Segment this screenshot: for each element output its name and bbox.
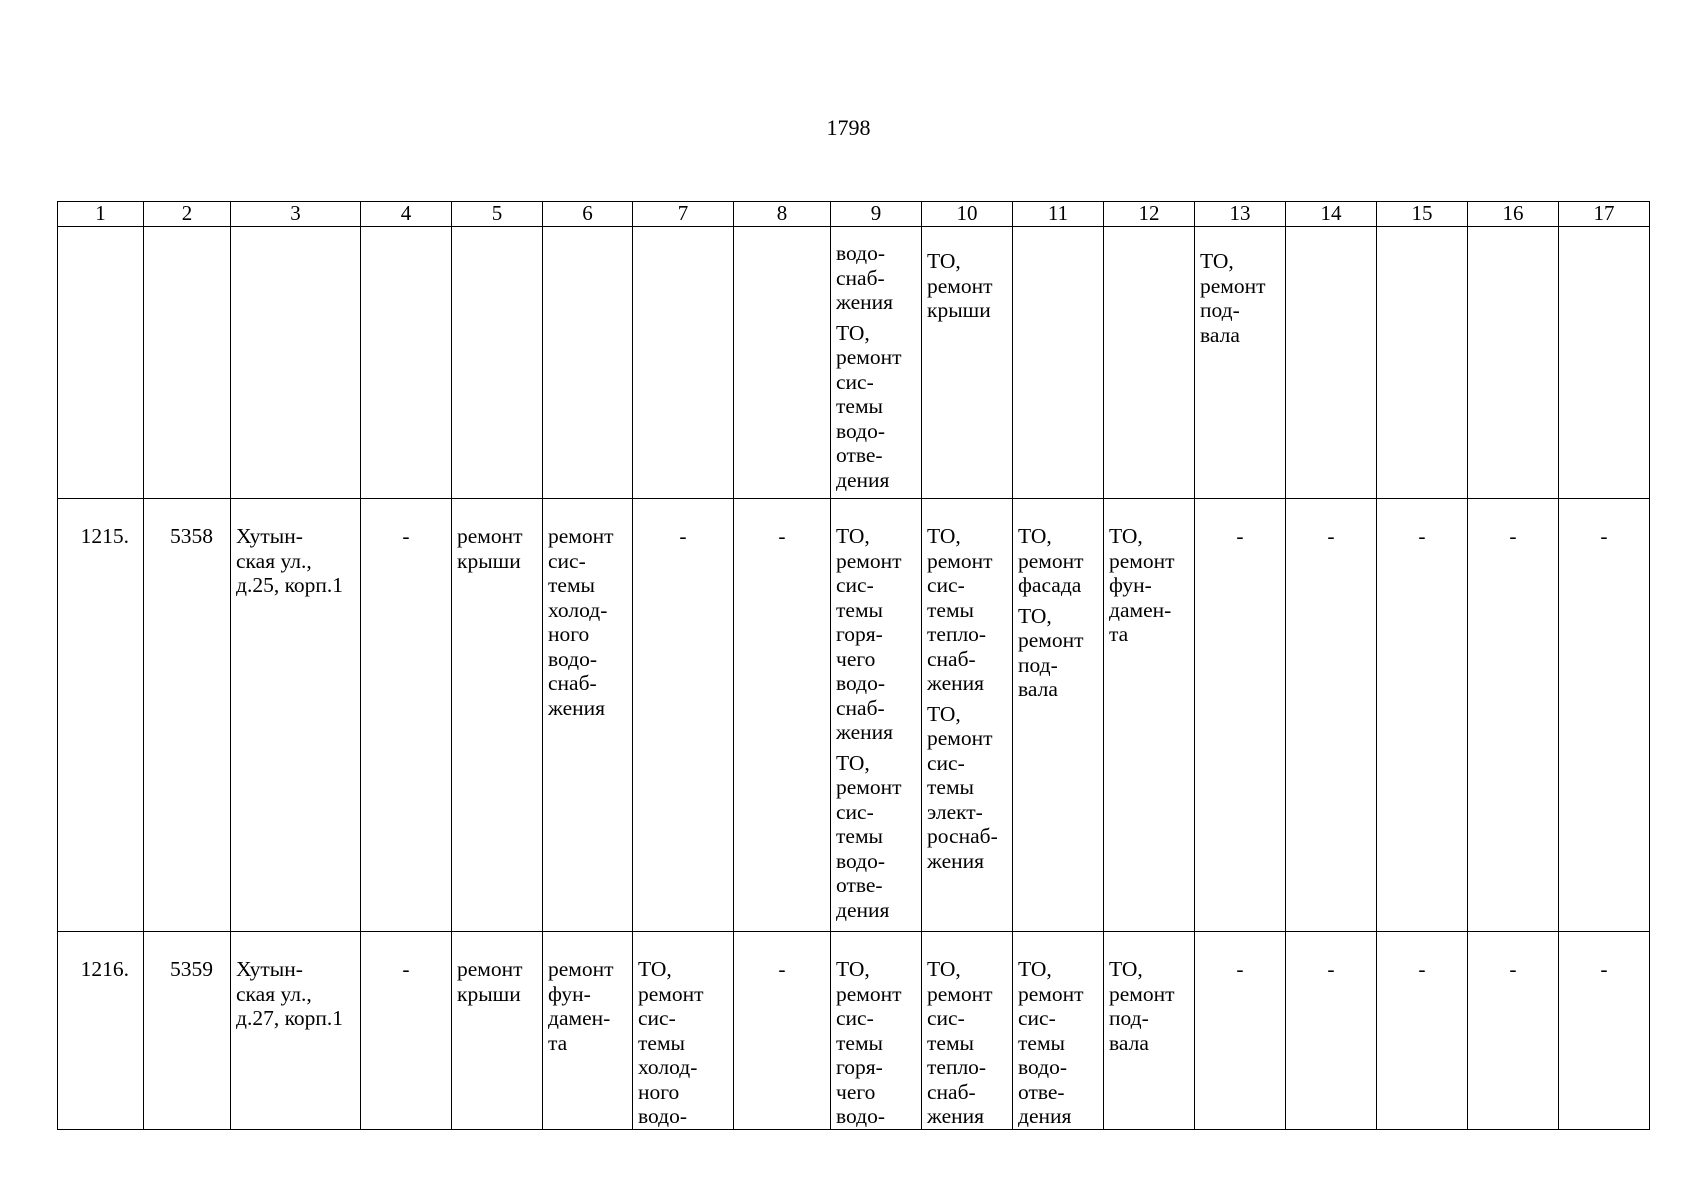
cell-4: - <box>361 932 452 1130</box>
cell-work-10 <box>922 227 1013 499</box>
column-header: 8 <box>734 202 831 227</box>
column-header: 7 <box>633 202 734 227</box>
repair-schedule-table <box>57 201 1650 1130</box>
cell-work-9: ТО, ремонт сис- темы горя- чего водо- <box>831 932 922 1130</box>
column-header: 14 <box>1286 202 1377 227</box>
cell <box>543 227 633 499</box>
work-item: водо- снаб- жения <box>836 241 894 314</box>
cell <box>1468 227 1559 499</box>
building-code: 5359 <box>144 932 231 1130</box>
cell <box>452 227 543 499</box>
row-number: 1215. <box>58 499 144 932</box>
cell-16: - <box>1468 932 1559 1130</box>
column-header: 11 <box>1013 202 1104 227</box>
column-header: 17 <box>1559 202 1650 227</box>
cell-work-12: ТО, ремонт фун- дамен- та <box>1104 499 1195 932</box>
table-row-continued <box>58 227 1650 499</box>
row-number: 1216. <box>58 932 144 1130</box>
cell-4: - <box>361 499 452 932</box>
work-item: ТО, ремонт крыши <box>927 249 993 322</box>
column-header: 4 <box>361 202 452 227</box>
cell-work-12: ТО, ремонт под- вала <box>1104 932 1195 1130</box>
column-header: 10 <box>922 202 1013 227</box>
cell <box>1013 227 1104 499</box>
table-row <box>58 932 1650 1130</box>
header-row <box>58 202 1650 227</box>
cell <box>144 227 231 499</box>
column-header: 16 <box>1468 202 1559 227</box>
cell <box>734 227 831 499</box>
building-code: 5358 <box>144 499 231 932</box>
cell-7: - <box>633 499 734 932</box>
column-header: 3 <box>231 202 361 227</box>
cell-work-11 <box>1013 499 1104 932</box>
work-item: ТО, ремонт сис- темы водо- отве- дения <box>836 750 902 922</box>
column-header: 6 <box>543 202 633 227</box>
cell-16: - <box>1468 499 1559 932</box>
cell-work-5: ремонт крыши <box>452 499 543 932</box>
cell <box>1559 227 1650 499</box>
work-item: ТО, ремонт сис- темы тепло- снаб- жения <box>927 524 993 695</box>
cell-work-10 <box>922 499 1013 932</box>
cell-15: - <box>1377 932 1468 1130</box>
column-header: 15 <box>1377 202 1468 227</box>
cell <box>58 227 144 499</box>
cell <box>1104 227 1195 499</box>
cell <box>633 227 734 499</box>
page-number: 1798 <box>826 115 871 140</box>
cell-17: - <box>1559 932 1650 1130</box>
cell-8: - <box>734 932 831 1130</box>
work-item: ТО, ремонт под- вала <box>1200 249 1266 347</box>
cell-work-5: ремонт крыши <box>452 932 543 1130</box>
address: Хутын- ская ул., д.27, корп.1 <box>231 932 361 1130</box>
work-item: ТО, ремонт фасада <box>1018 524 1084 597</box>
column-header: 13 <box>1195 202 1286 227</box>
cell-work-10: ТО, ремонт сис- темы тепло- снаб- жения <box>922 932 1013 1130</box>
cell-work-6: ремонт фун- дамен- та <box>543 932 633 1130</box>
work-item: ТО, ремонт сис- темы водо- отве- дения <box>836 320 902 492</box>
column-header: 2 <box>144 202 231 227</box>
work-item: ТО, ремонт под- вала <box>1018 603 1084 701</box>
cell-15: - <box>1377 499 1468 932</box>
cell-13: - <box>1195 932 1286 1130</box>
cell <box>361 227 452 499</box>
column-header: 1 <box>58 202 144 227</box>
cell-14: - <box>1286 499 1377 932</box>
cell <box>1377 227 1468 499</box>
cell-17: - <box>1559 499 1650 932</box>
cell <box>1286 227 1377 499</box>
cell-work-7: ТО, ремонт сис- темы холод- ного водо- <box>633 932 734 1130</box>
cell-8: - <box>734 499 831 932</box>
cell-13: - <box>1195 499 1286 932</box>
cell-work-9 <box>831 499 922 932</box>
cell-14: - <box>1286 932 1377 1130</box>
table-row <box>58 499 1650 932</box>
address: Хутын- ская ул., д.25, корп.1 <box>231 499 361 932</box>
column-header: 9 <box>831 202 922 227</box>
work-item: ТО, ремонт сис- темы элект- роснаб- жения <box>927 701 998 873</box>
cell-work-13 <box>1195 227 1286 499</box>
cell-work-11: ТО, ремонт сис- темы водо- отве- дения <box>1013 932 1104 1130</box>
cell-work-9 <box>831 227 922 499</box>
cell <box>231 227 361 499</box>
cell-work-6: ремонт сис- темы холод- ного водо- снаб- жения <box>543 499 633 932</box>
work-item: ТО, ремонт сис- темы горя- чего водо- снаб- жения <box>836 524 902 744</box>
column-header: 12 <box>1104 202 1195 227</box>
column-header: 5 <box>452 202 543 227</box>
